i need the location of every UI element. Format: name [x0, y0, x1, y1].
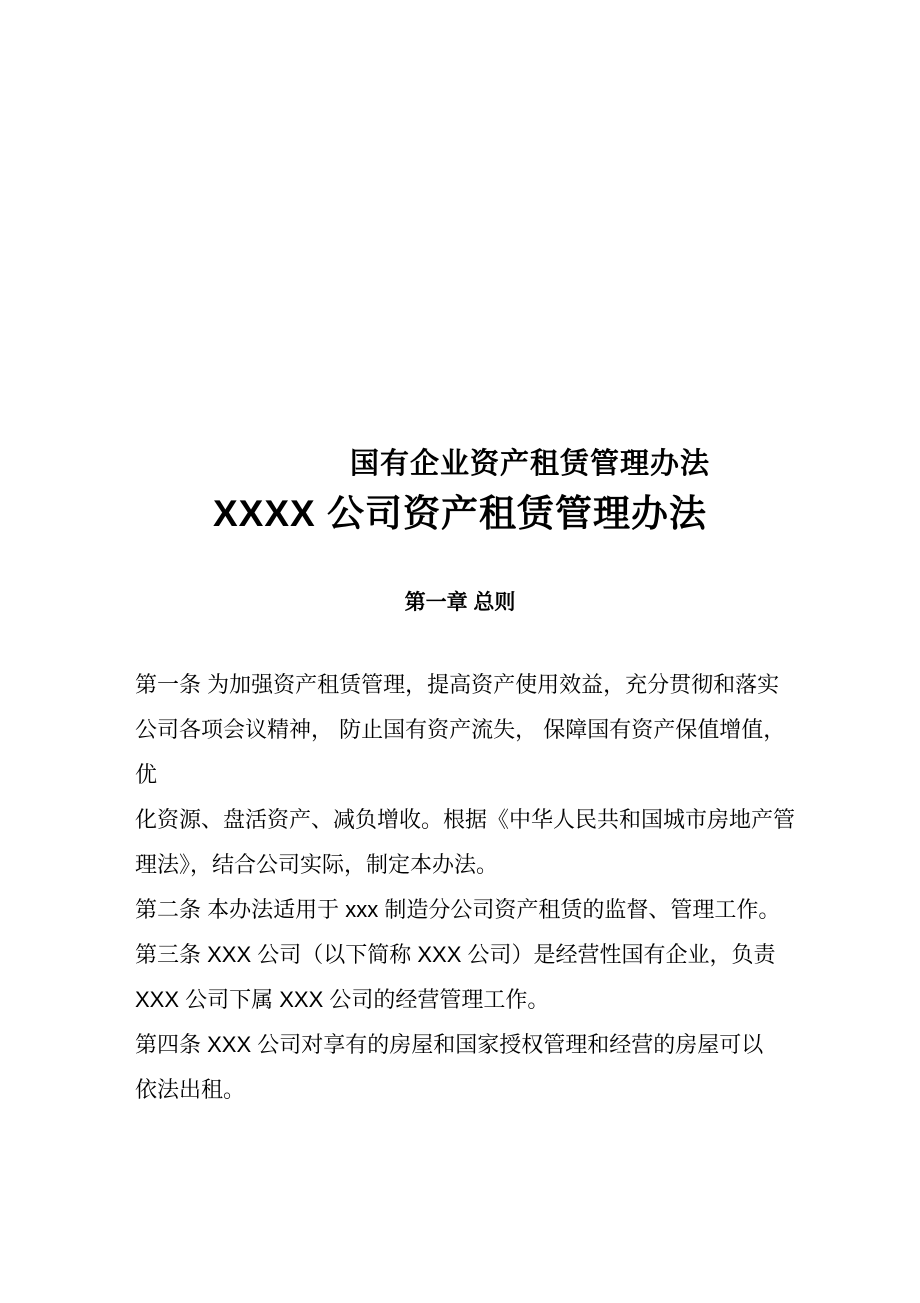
- body-line: 优: [135, 762, 158, 787]
- document-body: [135, 662, 795, 1112]
- document-title: XXXX 公司资产租赁管理办法: [213, 493, 707, 534]
- body-line: 化资源、盘活资产、减负增收。根据《中华人民共和国城市房地产管: [135, 807, 796, 832]
- chapter-heading: 第一章 总则: [404, 591, 516, 614]
- document-subtitle: 国有企业资产租赁管理办法: [349, 448, 710, 480]
- body-line: 第一条 为加强资产租赁管理，提高资产使用效益，充分贯彻和落实: [135, 672, 780, 697]
- body-line: 第三条 XXX 公司（以下简称 XXX 公司）是经营性国有企业，负责: [135, 942, 776, 967]
- body-line: 公司各项会议精神， 防止国有资产流失， 保障国有资产保值增值，: [135, 717, 786, 742]
- body-line: 依法出租。: [135, 1077, 246, 1102]
- body-line: 第四条 XXX 公司对享有的房屋和国家授权管理和经营的房屋可以: [135, 1032, 764, 1057]
- body-line: 第二条 本办法适用于 xxx 制造分公司资产租赁的监督、管理工作。: [135, 897, 781, 922]
- body-line: 理法》，结合公司实际，制定本办法。: [135, 852, 499, 877]
- body-line: XXX 公司下属 XXX 公司的经营管理工作。: [135, 987, 550, 1012]
